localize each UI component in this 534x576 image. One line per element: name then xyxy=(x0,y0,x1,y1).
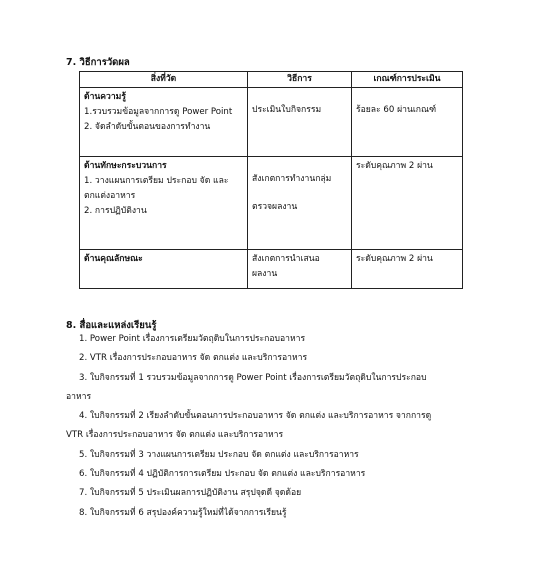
row-item: 2. จัดลำดับขั้นตอนของการทำงาน xyxy=(84,122,211,132)
row-title: ด้านคุณลักษณะ xyxy=(84,254,143,264)
table-row xyxy=(80,88,463,157)
row-title: ด้านความรู้ xyxy=(84,92,126,102)
evaluation-table xyxy=(79,71,463,289)
method-text: ประเมินใบกิจกรรม xyxy=(252,105,322,115)
cell-method xyxy=(248,88,352,157)
row-item: ตกแต่งอาหาร xyxy=(84,191,136,201)
cell-criteria xyxy=(352,88,463,157)
criteria-text: ระดับคุณภาพ 2 ผ่าน xyxy=(356,254,433,264)
method-text: ผลงาน xyxy=(252,269,278,279)
cell-criteria xyxy=(352,250,463,289)
row-item: 1.รวบรวมข้อมูลจากการดู Power Point xyxy=(84,107,233,117)
list-item: VTR เรื่องการประกอบอาหาร จัด ตกแต่ง และบริการอาหาร xyxy=(66,430,284,440)
list-item: 6. ใบกิจกรรมที่ 4 ปฏิบัติการการเตรียม ประกอบ จัด ตกแต่ง และบริการอาหาร xyxy=(79,469,366,479)
row-title: ด้านทักษะกระบวนการ xyxy=(84,161,167,171)
table-row xyxy=(80,157,463,250)
criteria-text: ร้อยละ 60 ผ่านเกณฑ์ xyxy=(356,105,437,115)
header-method: วิธีการ xyxy=(248,72,352,88)
cell-attributes xyxy=(80,250,248,289)
header-what-measured: สิ่งที่วัด xyxy=(80,72,248,88)
row-item: 1. วางแผนการเตรียม ประกอบ จัด และ xyxy=(84,176,229,186)
method-text: สังเกตการทำงานกลุ่ม xyxy=(252,174,332,184)
cell-method xyxy=(248,250,352,289)
section-7-heading: 7. วิธีการวัดผล xyxy=(66,57,130,68)
cell-criteria xyxy=(352,157,463,250)
list-item: 4. ใบกิจกรรมที่ 2 เรียงลำดับขั้นตอนการประกอบอาหาร จัด ตกแต่ง และบริการอาหาร จากการดู xyxy=(79,411,432,421)
cell-method xyxy=(248,157,352,250)
cell-process-skills xyxy=(80,157,248,250)
list-item: 2. VTR เรื่องการประกอบอาหาร จัด ตกแต่ง และบริการอาหาร xyxy=(79,353,308,363)
cell-knowledge xyxy=(80,88,248,157)
header-criteria: เกณฑ์การประเมิน xyxy=(352,72,463,88)
list-item: 3. ใบกิจกรรมที่ 1 รวบรวมข้อมูลจากการดู Power Point เรื่องการเตรียมวัตถุดิบในการประกอบ xyxy=(79,373,427,383)
table-row xyxy=(80,250,463,289)
row-item: 2. การปฏิบัติงาน xyxy=(84,206,147,216)
table-header-row xyxy=(80,72,463,88)
criteria-text: ระดับคุณภาพ 2 ผ่าน xyxy=(356,161,433,171)
list-item: 5. ใบกิจกรรมที่ 3 วางแผนการเตรียม ประกอบ จัด ตกแต่ง และบริการอาหาร xyxy=(79,450,359,460)
list-item: อาหาร xyxy=(66,392,92,402)
method-text: ตรวจผลงาน xyxy=(252,202,298,212)
method-text: สังเกตการนำเสนอ xyxy=(252,254,320,264)
list-item: 1. Power Point เรื่องการเตรียมวัตถุดิบในการประกอบอาหาร xyxy=(79,334,306,344)
section-8-heading: 8. สื่อและแหล่งเรียนรู้ xyxy=(66,320,157,331)
list-item: 8. ใบกิจกรรมที่ 6 สรุปองค์ความรู้ใหม่ที่ได้จากการเรียนรู้ xyxy=(79,508,287,518)
list-item: 7. ใบกิจกรรมที่ 5 ประเมินผลการปฏิบัติงาน สรุปจุดดี จุดด้อย xyxy=(79,488,302,498)
